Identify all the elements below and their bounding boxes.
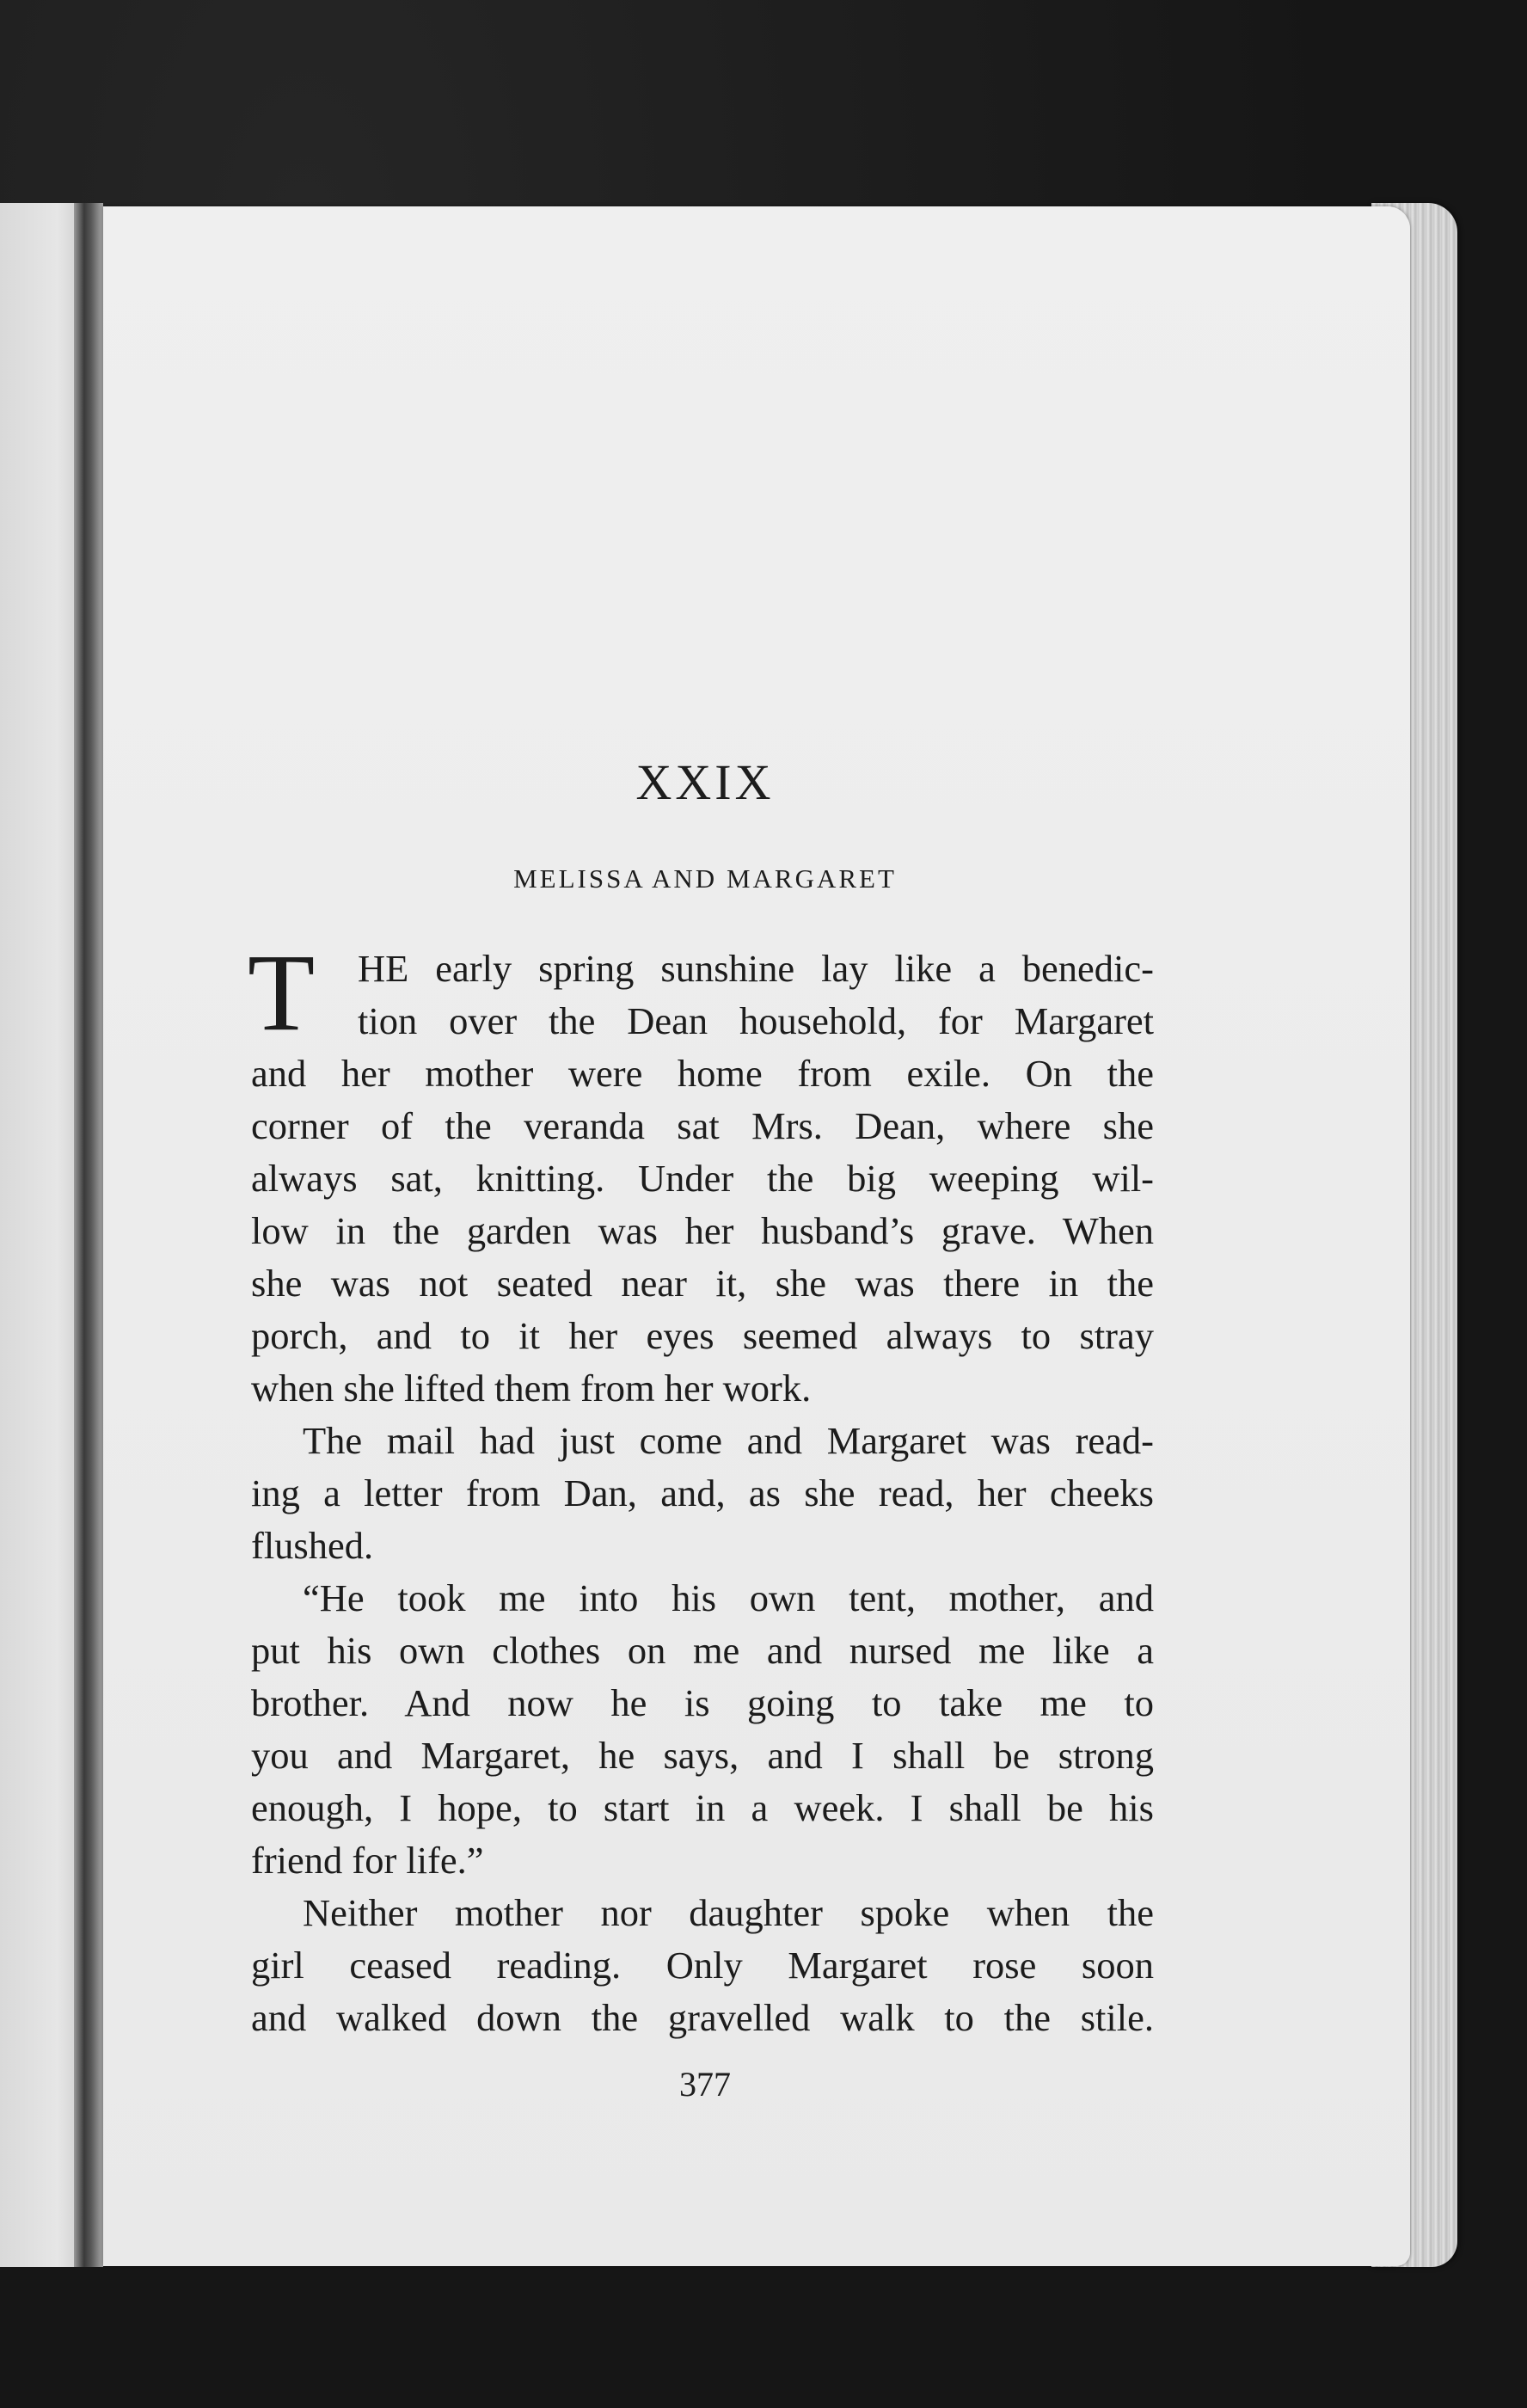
text-line: enough, I hope, to start in a week. I shall be his <box>251 1786 1154 1829</box>
text-line: you and Margaret, he says, and I shall be strong <box>251 1734 1154 1777</box>
text-line: brother. And now he is going to take me to <box>251 1681 1154 1724</box>
text-line: “He took me into his own tent, mother, and <box>303 1576 1154 1619</box>
text-line: she was not seated near it, she was there in the <box>251 1262 1154 1305</box>
text-line: when she lifted them from her work. <box>251 1367 812 1410</box>
chapter-title: MELISSA AND MARGARET <box>513 863 897 894</box>
chapter-number: XXIX <box>635 754 775 810</box>
text-line: tion over the Dean household, for Margaret <box>358 999 1154 1042</box>
left-page-edge <box>0 203 83 2267</box>
text-line: HE early spring sunshine lay like a benedic- <box>358 947 1154 990</box>
text-line: porch, and to it her eyes seemed always to stray <box>251 1314 1154 1357</box>
drop-cap: T <box>248 931 316 1054</box>
text-line: and walked down the gravelled walk to the stile. <box>251 1996 1154 2039</box>
page-number: 377 <box>679 2065 731 2104</box>
text-line: flushed. <box>251 1524 374 1567</box>
text-line: The mail had just come and Margaret was read- <box>303 1419 1154 1462</box>
text-line: low in the garden was her husband’s grave. When <box>251 1209 1154 1252</box>
text-line: always sat, knitting. Under the big weeping wil- <box>251 1157 1154 1200</box>
text-line: put his own clothes on me and nursed me like a <box>251 1629 1154 1672</box>
chapter-body <box>248 931 1154 2044</box>
book-gutter <box>74 203 103 2267</box>
text-line: ing a letter from Dan, and, as she read, her cheeks <box>251 1471 1154 1514</box>
text-line: friend for life.” <box>251 1839 484 1882</box>
text-line: corner of the veranda sat Mrs. Dean, where she <box>251 1104 1154 1147</box>
text-line: and her mother were home from exile. On the <box>251 1052 1154 1095</box>
text-line: girl ceased reading. Only Margaret rose soon <box>251 1944 1154 1987</box>
text-line: Neither mother nor daughter spoke when the <box>303 1891 1154 1934</box>
